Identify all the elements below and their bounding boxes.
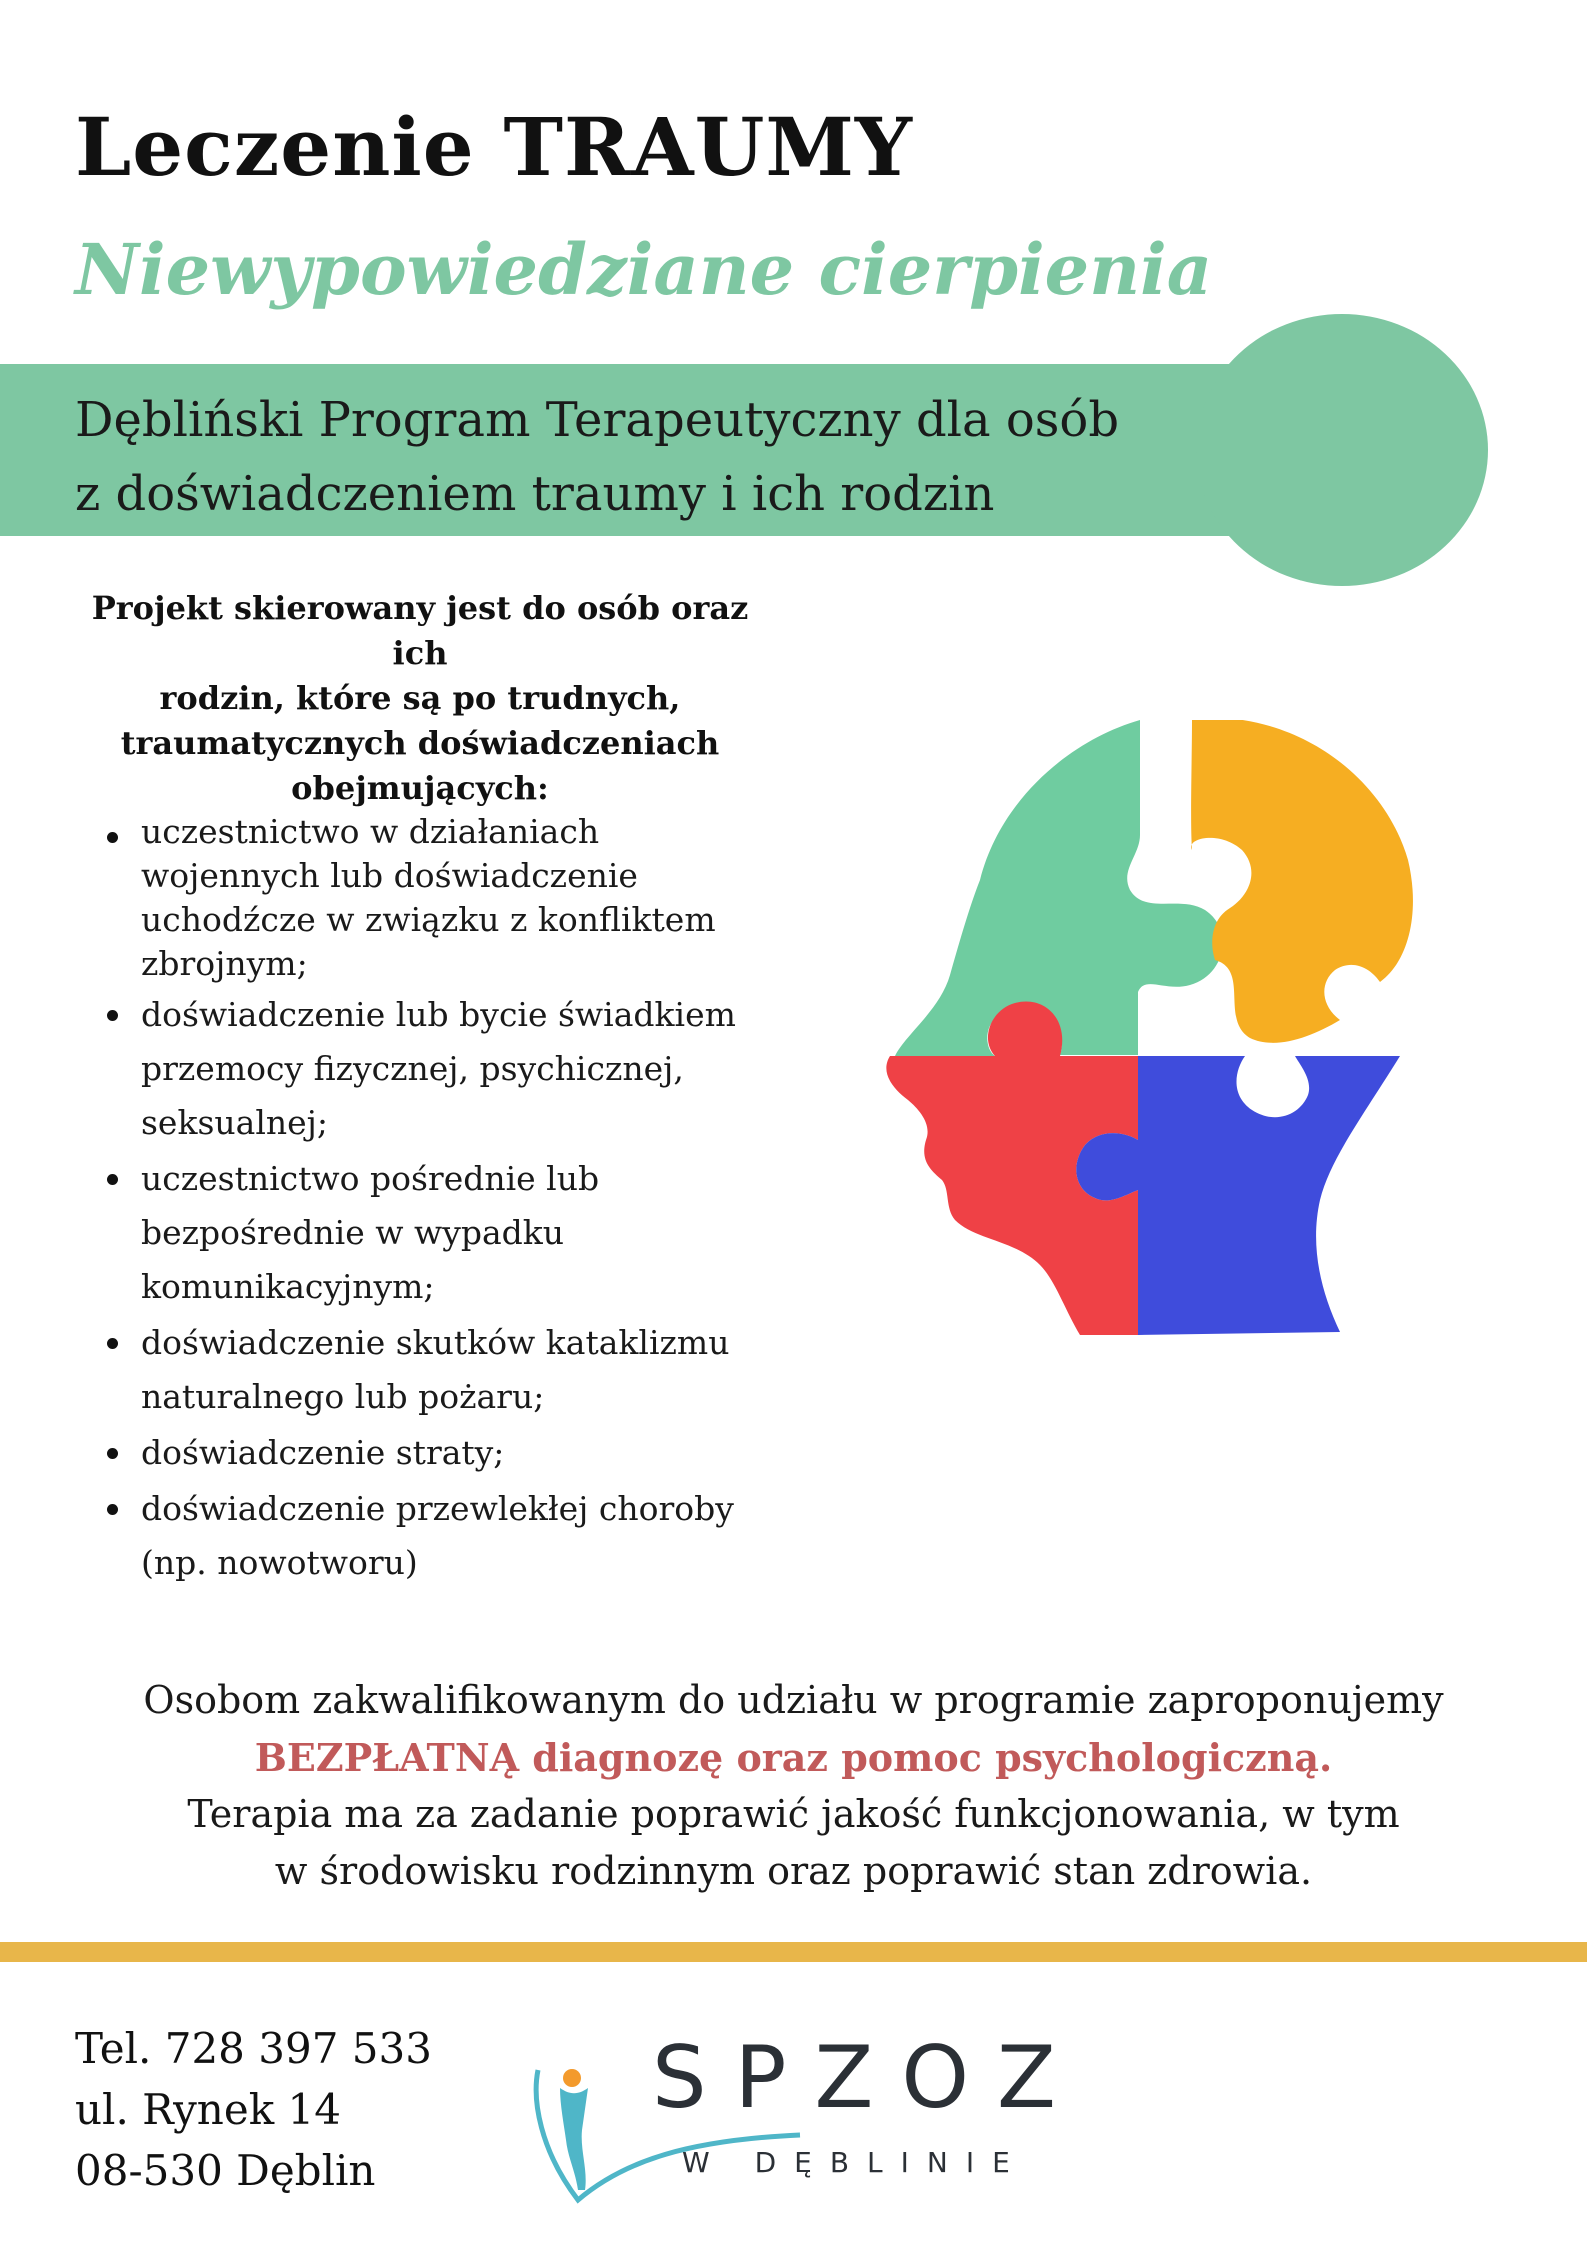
- criteria-line: doświadczenie skutków kataklizmu: [141, 1323, 730, 1362]
- criteria-line: bezpośrednie w wypadku: [141, 1213, 565, 1252]
- page-title: Leczenie TRAUMY: [75, 100, 914, 194]
- program-line: Dębliński Program Terapeutyczny dla osób: [75, 392, 1120, 448]
- criteria-line: doświadczenie lub bycie świadkiem: [141, 995, 736, 1034]
- page-subtitle: Niewypowiedziane cierpienia: [75, 228, 1213, 311]
- criteria-item: [95, 1426, 795, 1480]
- criteria-line: uchodźcze w związku z konfliktem: [141, 900, 716, 939]
- criteria-item: [95, 810, 795, 986]
- criteria-item: [95, 1316, 795, 1424]
- criteria-line: seksualnej;: [141, 1103, 329, 1142]
- program-line: z doświadczeniem traumy i ich rodzin: [75, 466, 995, 522]
- program-banner-circle: [1196, 314, 1488, 586]
- criteria-line: uczestnictwo pośrednie lub: [141, 1159, 600, 1198]
- intro-line: Projekt skierowany jest do osób oraz ich: [91, 589, 749, 672]
- footer-divider: [0, 1942, 1587, 1962]
- puzzle-piece-yellow: [1191, 720, 1413, 1043]
- contact-phone: Tel. 728 397 533: [75, 2024, 432, 2073]
- contact-street: ul. Rynek 14: [75, 2085, 341, 2134]
- contact-info: [75, 2018, 432, 2201]
- offer-line: Osobom zakwalifikowanym do udziału w programie zaproponujemy: [143, 1678, 1444, 1722]
- criteria-line: wojennych lub doświadczenie: [141, 856, 638, 895]
- criteria-line: naturalnego lub pożaru;: [141, 1377, 545, 1416]
- intro-line: rodzin, które są po trudnych,: [159, 679, 681, 717]
- intro-line: obejmujących:: [291, 769, 549, 807]
- criteria-line: komunikacyjnym;: [141, 1267, 435, 1306]
- puzzle-piece-green: [895, 720, 1223, 1056]
- criteria-line: uczestnictwo w działaniach: [141, 812, 600, 851]
- criteria-line: doświadczenie straty;: [141, 1433, 505, 1472]
- figure-head-icon: [563, 2069, 581, 2087]
- program-description: [75, 383, 1225, 531]
- criteria-list: [95, 810, 795, 1592]
- criteria-item: [95, 1152, 795, 1314]
- offer-line: Terapia ma za zadanie poprawić jakość funkcjonowania, w tym: [187, 1792, 1400, 1836]
- criteria-item: [95, 988, 795, 1150]
- criteria-line: doświadczenie przewlekłej choroby: [141, 1489, 734, 1528]
- offer-text: [100, 1672, 1487, 1900]
- criteria-line: zbrojnym;: [141, 944, 308, 983]
- offer-line: w środowisku rodzinnym oraz poprawić stan zdrowia.: [274, 1849, 1313, 1893]
- criteria-line: przemocy fizycznej, psychicznej,: [141, 1049, 684, 1088]
- criteria-line: (np. nowotworu): [141, 1543, 418, 1582]
- logo-location: W DĘBLINIE: [682, 2146, 1028, 2179]
- logo-name: SPZOZ: [652, 2028, 1084, 2128]
- figure-body-icon: [560, 2088, 588, 2190]
- offer-highlight: BEZPŁATNĄ diagnozę oraz pomoc psychologiczną.: [254, 1735, 1333, 1780]
- intro-line: traumatycznych doświadczeniach: [120, 724, 720, 762]
- target-intro: [75, 586, 765, 811]
- puzzle-head-illustration: [880, 720, 1480, 1340]
- contact-city: 08-530 Dęblin: [75, 2146, 376, 2195]
- criteria-item: [95, 1482, 795, 1590]
